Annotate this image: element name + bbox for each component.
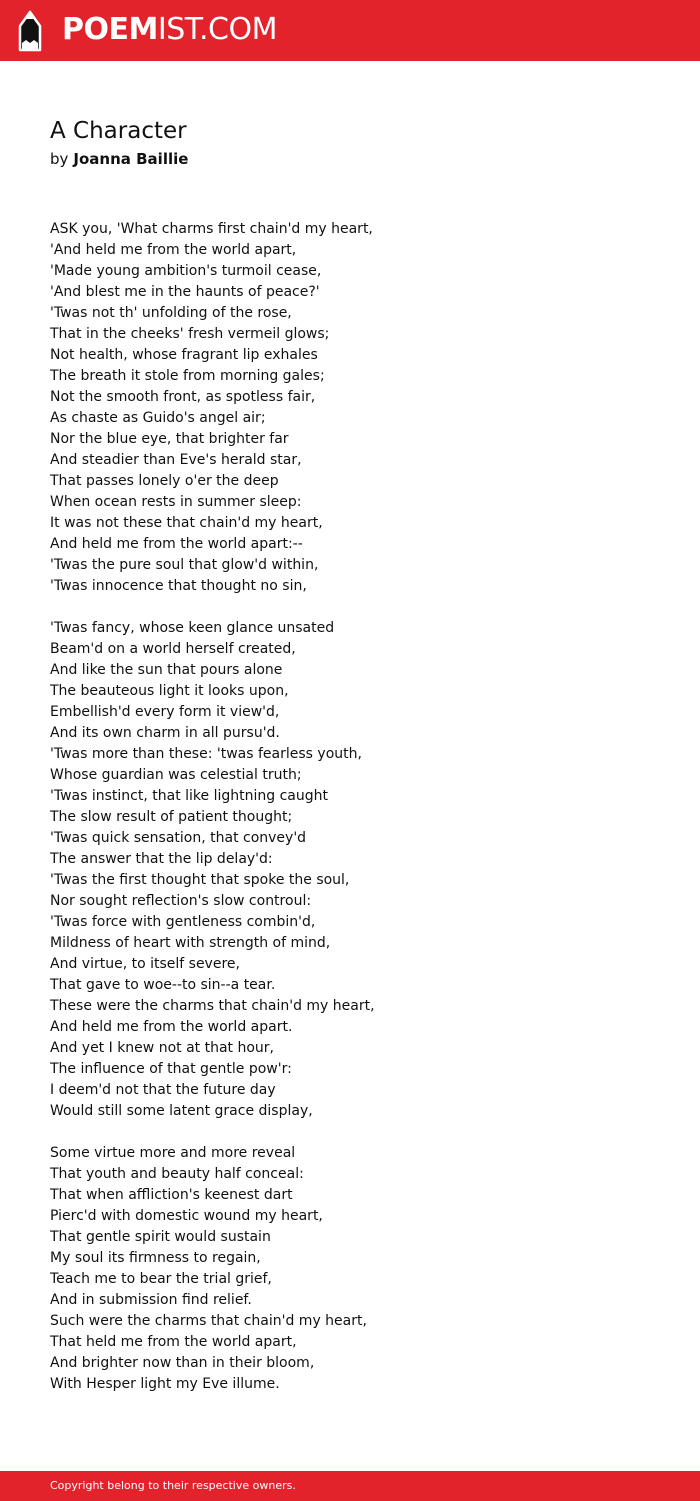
poem-line: That youth and beauty half conceal: — [50, 1166, 304, 1182]
poem-line: That when affliction's keenest dart — [50, 1187, 293, 1203]
poem-line: And held me from the world apart:-- — [50, 536, 303, 552]
poem-line: 'Twas not th' unfolding of the rose, — [50, 305, 292, 321]
poem-line: Some virtue more and more reveal — [50, 1145, 296, 1161]
poem-line: And like the sun that pours alone — [50, 662, 283, 678]
poem-line: That in the cheeks' fresh vermeil glows; — [50, 326, 330, 342]
poem-line: And steadier than Eve's herald star, — [50, 452, 302, 468]
copyright-notice: Copyright belong to their respective owners. — [50, 1479, 296, 1492]
poem-line: 'Twas more than these: 'twas fearless youth, — [50, 746, 362, 762]
poem-line: That gave to woe--to sin--a tear. — [50, 977, 276, 993]
poem-body — [50, 219, 670, 1416]
poem-line: Such were the charms that chain'd my heart, — [50, 1313, 367, 1329]
poem-line: As chaste as Guido's angel air; — [50, 410, 266, 426]
poem-line: And yet I knew not at that hour, — [50, 1040, 274, 1056]
logo-light-text: IST.COM — [157, 12, 277, 47]
site-logo[interactable] — [62, 12, 277, 48]
poem-title: A Character — [50, 118, 187, 144]
poem-line: 'Twas the first thought that spoke the soul, — [50, 872, 350, 888]
poem-line: And its own charm in all pursu'd. — [50, 725, 280, 741]
pencil-tip-icon[interactable] — [18, 10, 42, 52]
poem-line: These were the charms that chain'd my heart, — [50, 998, 375, 1014]
poem-line: That held me from the world apart, — [50, 1334, 297, 1350]
poem-line: My soul its firmness to regain, — [50, 1250, 261, 1266]
poem-line: Nor the blue eye, that brighter far — [50, 431, 289, 447]
poem-line: Pierc'd with domestic wound my heart, — [50, 1208, 323, 1224]
poem-author: Joanna Baillie — [73, 150, 189, 168]
poem-line: 'Twas quick sensation, that convey'd — [50, 830, 307, 846]
poem-line: 'Twas innocence that thought no sin, — [50, 578, 307, 594]
poem-line: The breath it stole from morning gales; — [50, 368, 325, 384]
poem-stanza — [50, 219, 670, 597]
poem-byline — [50, 148, 188, 170]
poem-line: It was not these that chain'd my heart, — [50, 515, 323, 531]
poem-stanza — [50, 1143, 670, 1395]
poem-line: Not health, whose fragrant lip exhales — [50, 347, 318, 363]
poem-line: I deem'd not that the future day — [50, 1082, 276, 1098]
poem-line: And in submission find relief. — [50, 1292, 252, 1308]
poem-line: That passes lonely o'er the deep — [50, 473, 279, 489]
poem-line: The beauteous light it looks upon, — [50, 683, 289, 699]
poem-line: Would still some latent grace display, — [50, 1103, 313, 1119]
poem-line: 'And blest me in the haunts of peace?' — [50, 284, 320, 300]
poem-line: Nor sought reflection's slow controul: — [50, 893, 312, 909]
poem-line: Teach me to bear the trial grief, — [50, 1271, 272, 1287]
poem-line: When ocean rests in summer sleep: — [50, 494, 302, 510]
poem-line: The slow result of patient thought; — [50, 809, 293, 825]
poem-line: With Hesper light my Eve illume. — [50, 1376, 280, 1392]
logo-bold-text: POEM — [62, 12, 158, 47]
site-footer — [0, 1471, 700, 1501]
poem-line: And virtue, to itself severe, — [50, 956, 240, 972]
by-label: by — [50, 150, 69, 168]
poem-line: Not the smooth front, as spotless fair, — [50, 389, 316, 405]
site-header — [0, 0, 700, 61]
poem-line: Beam'd on a world herself created, — [50, 641, 296, 657]
poem-line: 'Twas force with gentleness combin'd, — [50, 914, 316, 930]
poem-line: 'And held me from the world apart, — [50, 242, 297, 258]
poem-line: ASK you, 'What charms first chain'd my heart, — [50, 221, 373, 237]
poem-line: Whose guardian was celestial truth; — [50, 767, 302, 783]
poem-line: Embellish'd every form it view'd, — [50, 704, 280, 720]
poem-line: 'Twas instinct, that like lightning caught — [50, 788, 328, 804]
poem-line: Mildness of heart with strength of mind, — [50, 935, 331, 951]
poem-line: 'Twas fancy, whose keen glance unsated — [50, 620, 335, 636]
poem-line: 'Made young ambition's turmoil cease, — [50, 263, 322, 279]
poem-line: That gentle spirit would sustain — [50, 1229, 271, 1245]
poem-line: And brighter now than in their bloom, — [50, 1355, 315, 1371]
poem-line: The answer that the lip delay'd: — [50, 851, 273, 867]
poem-line: 'Twas the pure soul that glow'd within, — [50, 557, 319, 573]
poem-line: The influence of that gentle pow'r: — [50, 1061, 292, 1077]
poem-line: And held me from the world apart. — [50, 1019, 293, 1035]
poem-stanza — [50, 618, 670, 1122]
